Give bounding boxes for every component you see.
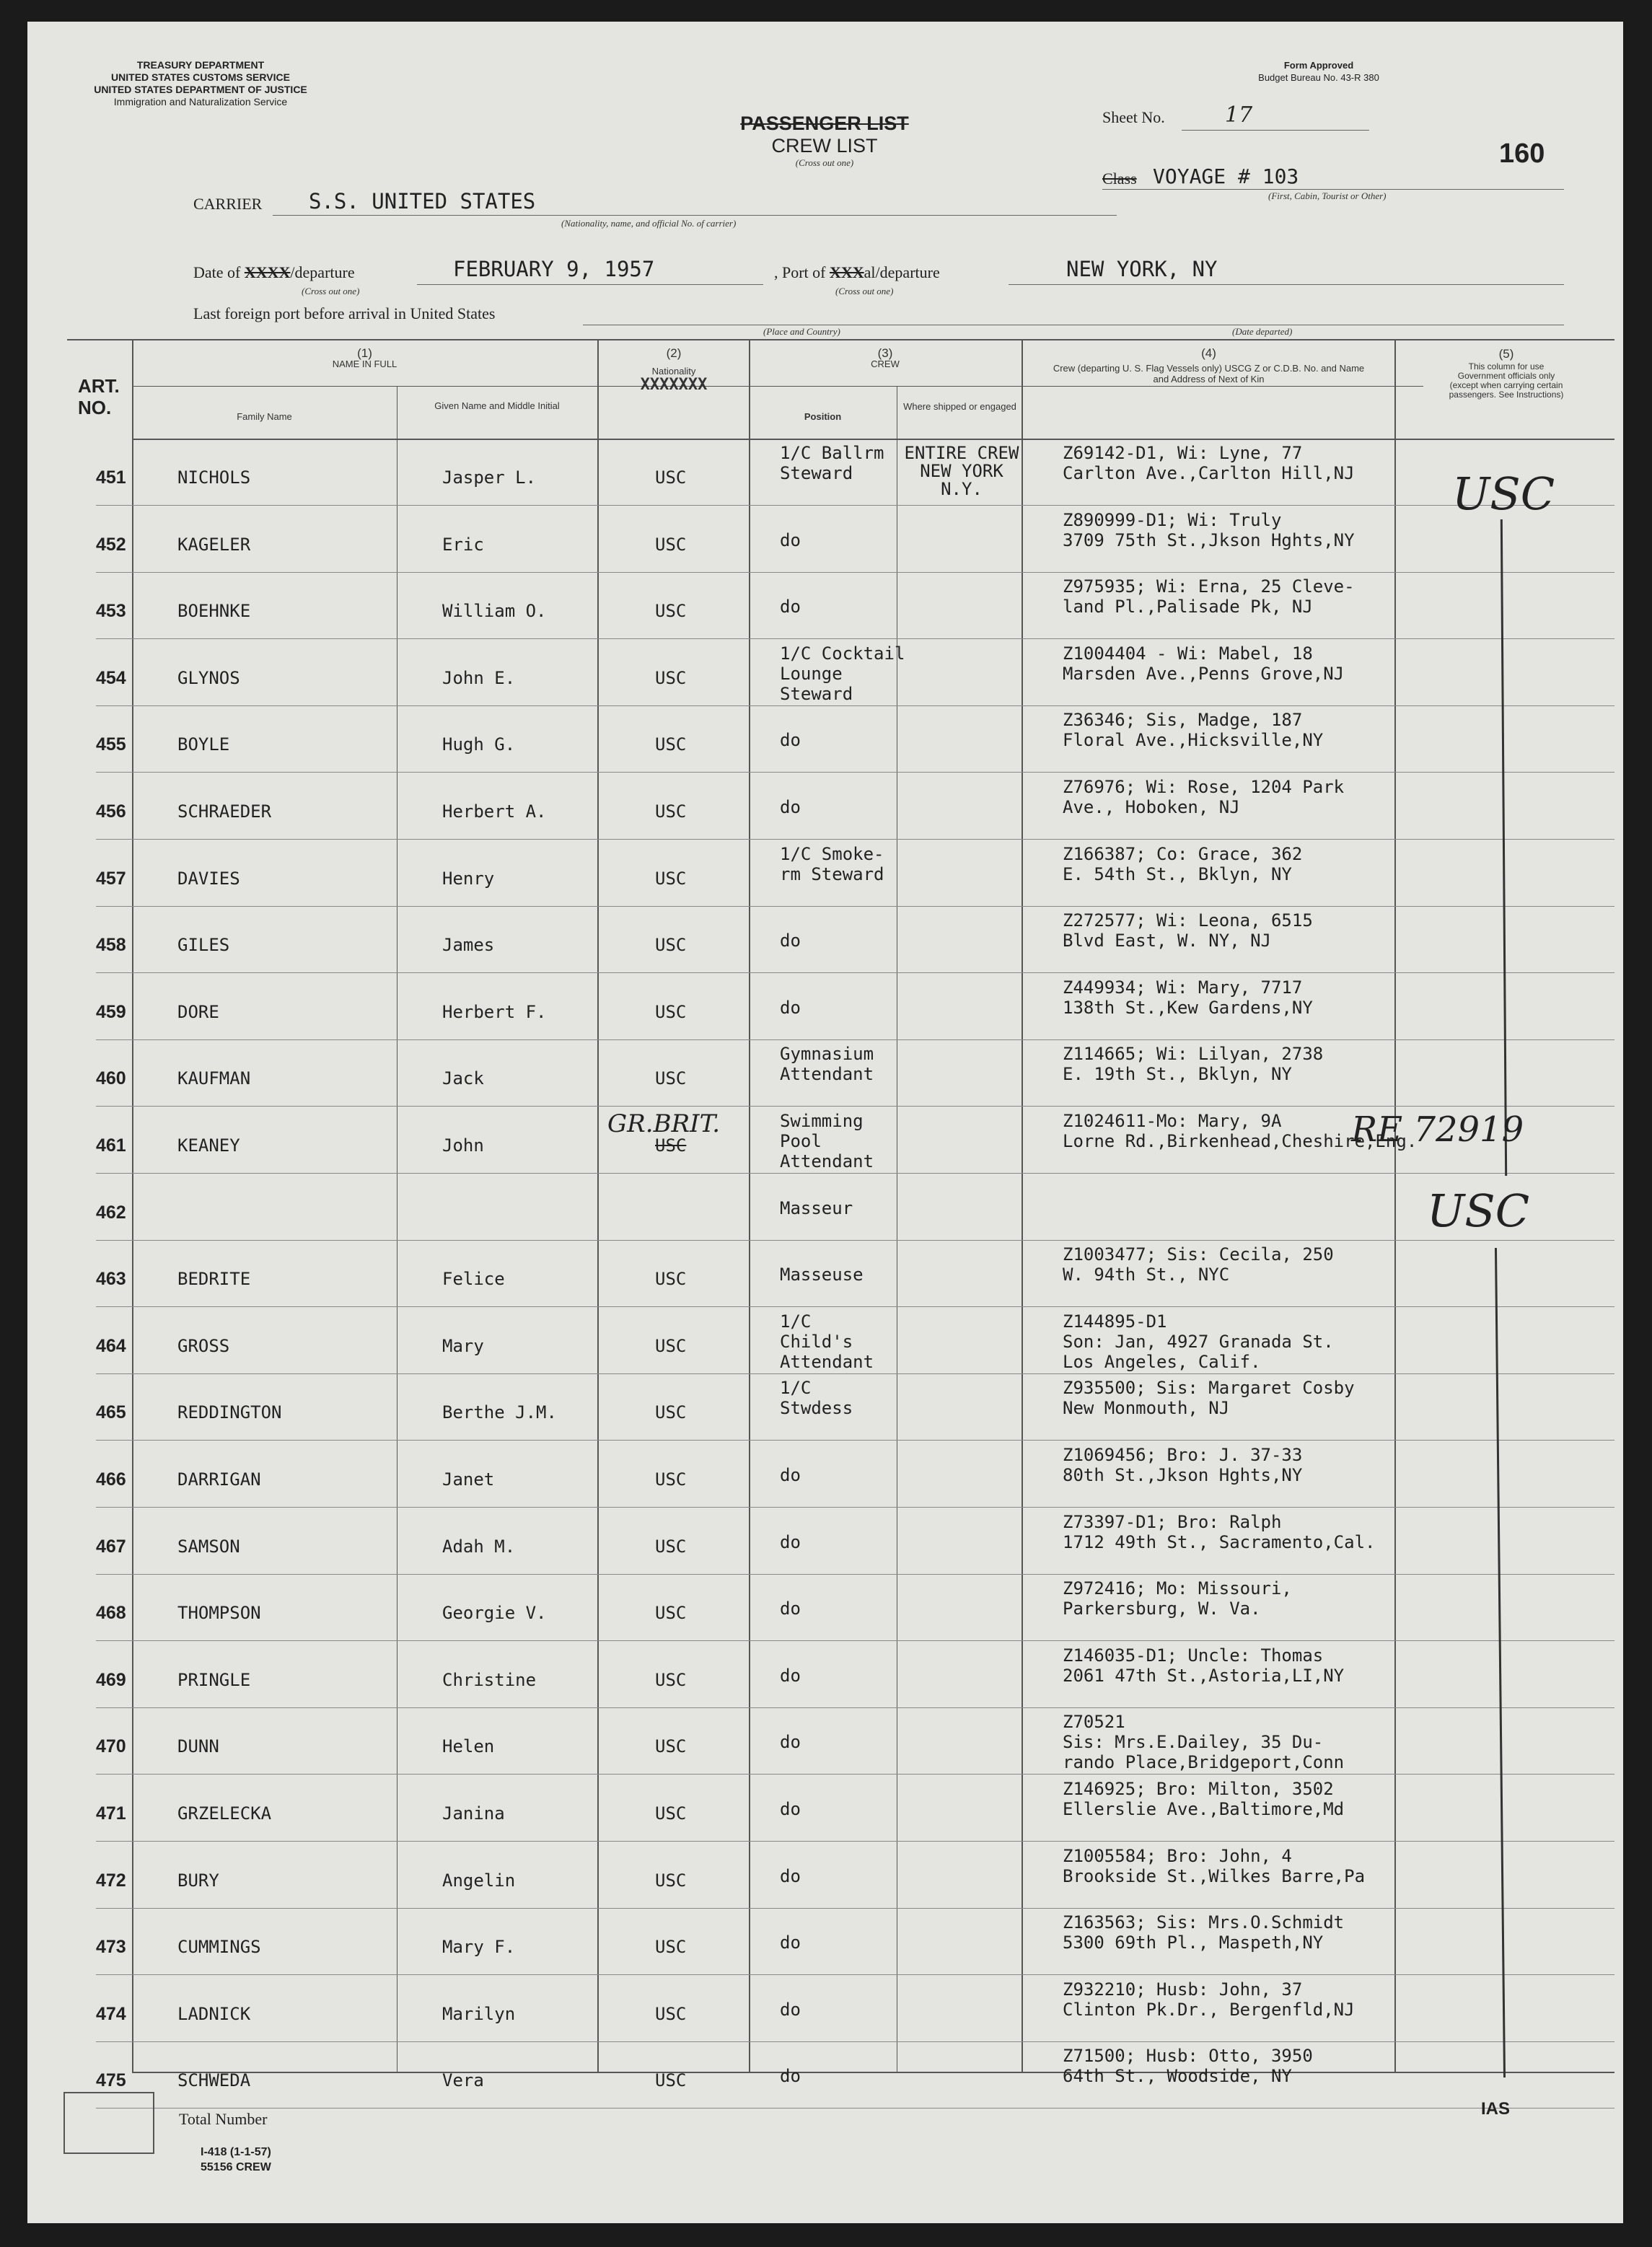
date-struck: XXXX [244,263,291,281]
nationality: USC [655,1068,687,1089]
given-name: Herbert F. [442,1001,547,1022]
row-number: 455 [96,734,126,755]
next-of-kin: Z36346; Sis, Madge, 187 Floral Ave.,Hicksville,NY [1063,710,1324,751]
row-number: 462 [96,1202,126,1223]
position: do [780,597,801,617]
row-number: 461 [96,1135,126,1156]
position: Swimming Pool Attendant [780,1111,874,1171]
col5-title: This column for use Government officials only (except when carrying certain passengers. See Instructions) [1449,361,1564,400]
row-divider [96,2108,1614,2109]
given-name: Georgie V. [442,1603,547,1624]
shipped-header: Where shipped or engaged [903,401,1016,412]
table-row [96,773,1614,840]
cross-out-note: (Cross out one) [795,157,854,168]
position-header: Position [804,411,842,422]
port-value: NEW YORK, NY [1066,257,1218,281]
given-name: Eric [442,534,484,555]
family-name: SCHRAEDER [177,801,272,822]
nationality: USC [655,734,687,755]
port-underline [1009,284,1564,285]
next-of-kin: Z1003477; Sis: Cecila, 250 W. 94th St., NYC [1063,1244,1334,1285]
carrier-value: S.S. UNITED STATES [309,189,536,214]
next-of-kin: Z69142-D1, Wi: Lyne, 77 Carlton Ave.,Carlton Hill,NJ [1063,443,1355,483]
family-name: SCHWEDA [177,2070,251,2091]
row-number: 474 [96,2003,126,2024]
row-number: 452 [96,534,126,555]
row-number: 466 [96,1469,126,1490]
nationality: USC [655,1669,687,1690]
col4-header [1023,348,1394,384]
given-name: James [442,935,495,956]
port-caption: (Cross out one) [835,286,894,296]
given-name: Mary [442,1335,484,1356]
family-name: DARRIGAN [177,1469,261,1490]
table-row [96,840,1614,907]
nationality: USC [655,868,687,889]
col5-number: (5) [1498,347,1514,361]
next-of-kin: Z144895-D1 Son: Jan, 4927 Granada St. Los Angeles, Calif. [1063,1311,1334,1372]
row-number: 465 [96,1402,126,1423]
nationality: USC [655,1135,687,1156]
given-name: Mary F. [442,1937,516,1958]
passenger-list-title: PASSENGER LIST [740,113,909,134]
next-of-kin: Z1069456; Bro: J. 37-33 80th St.,Jkson Hghts,NY [1063,1445,1303,1485]
list-title [662,113,987,169]
row-number: 473 [96,1937,126,1958]
position: do [780,730,801,751]
family-name-header: Family Name [237,411,292,422]
table-row [96,1240,1614,1307]
col3-header [749,348,1021,369]
position: do [780,997,801,1018]
col1-number: (1) [357,346,372,360]
family-name: GILES [177,935,230,956]
family-name: KAUFMAN [177,1068,251,1089]
nationality: USC [655,601,687,622]
col2-header [599,346,749,394]
family-name: BOEHNKE [177,601,251,622]
position: do [780,1531,801,1552]
nationality: USC [655,1402,687,1423]
position: 1/C Cocktail Lounge Steward [780,643,905,704]
date-label-a: Date of [193,263,241,281]
subheader-border [132,386,1423,387]
table-row [96,1641,1614,1708]
table-row [96,1039,1614,1107]
nationality: USC [655,935,687,956]
position: do [780,1465,801,1485]
next-of-kin: Z163563; Sis: Mrs.O.Schmidt 5300 69th Pl., Maspeth,NY [1063,1912,1345,1953]
family-name: DUNN [177,1736,219,1757]
col2-number: (2) [666,346,682,360]
class-label: Class [1102,170,1137,188]
col3-number: (3) [877,346,893,360]
sheet-no-value: 17 [1225,102,1253,128]
crew-header: CREW [871,359,900,369]
nationality-struck: XXXXXXX [640,376,708,394]
next-of-kin: Z932210; Husb: John, 37 Clinton Pk.Dr., Bergenfld,NJ [1063,1979,1355,2020]
sheet-no-label: Sheet No. [1102,108,1165,126]
carrier-label: CARRIER [193,195,263,213]
table-row [96,506,1614,573]
date-line [193,263,355,282]
nationality: USC [655,1803,687,1824]
date-underline [417,284,763,285]
table-row [96,1975,1614,2042]
position: Masseuse [780,1265,864,1285]
family-name: KAGELER [177,534,251,555]
family-name: GROSS [177,1335,230,1356]
next-of-kin: Z73397-D1; Bro: Ralph 1712 49th St., Sacramento,Cal. [1063,1511,1376,1552]
position: do [780,1665,801,1686]
table-row [96,906,1614,973]
family-name: DORE [177,1001,219,1022]
family-name: PRINGLE [177,1669,251,1690]
row-number: 463 [96,1269,126,1290]
next-of-kin: Z935500; Sis: Margaret Cosby New Monmouth, NJ [1063,1378,1355,1419]
agency-line-3: UNITED STATES DEPARTMENT OF JUSTICE [94,84,307,95]
position: do [780,529,801,550]
form-approved-block [1211,59,1427,84]
given-name: Adah M. [442,1536,516,1557]
family-name: BEDRITE [177,1269,251,1290]
table-top-border [67,339,1614,340]
position: Gymnasium Attendant [780,1044,874,1085]
given-name: Herbert A. [442,801,547,822]
date-value: FEBRUARY 9, 1957 [453,257,655,281]
given-name: John E. [442,667,516,688]
port-label-b: al/departure [864,263,940,281]
table-row [96,1574,1614,1641]
table-row [96,1707,1614,1775]
position: do [780,1999,801,2020]
row-number: 458 [96,935,126,956]
nationality: USC [655,1937,687,1958]
family-name: DAVIES [177,868,240,889]
next-of-kin: Z166387; Co: Grace, 362 E. 54th St., Bklyn, NY [1063,843,1303,884]
next-of-kin: Z70521 Sis: Mrs.E.Dailey, 35 Du- rando Place,Bridgeport,Conn [1063,1712,1345,1773]
row-number: 470 [96,1736,126,1757]
form-approved: Form Approved [1283,60,1354,71]
nationality: USC [655,801,687,822]
position: 1/C Ballrm Steward [780,443,884,483]
row-number: 451 [96,467,126,488]
nationality: USC [655,1335,687,1356]
place-caption: (Place and Country) [763,326,840,337]
given-name: Helen [442,1736,495,1757]
family-name: GRZELECKA [177,1803,272,1824]
next-of-kin: Z975935; Wi: Erna, 25 Cleve- land Pl.,Palisade Pk, NJ [1063,576,1355,617]
col4-number: (4) [1201,346,1216,360]
carrier-caption: (Nationality, name, and official No. of carrier) [561,218,737,229]
table-row [96,1842,1614,1909]
row-number: 467 [96,1536,126,1557]
agency-header [56,59,345,108]
family-name: REDDINGTON [177,1402,282,1423]
handwritten-re-number: RE 72919 [1351,1109,1524,1150]
page-number: 160 [1499,138,1545,169]
family-name: GLYNOS [177,667,240,688]
family-name: KEANEY [177,1135,240,1156]
table-row [96,1508,1614,1575]
given-name: Felice [442,1269,505,1290]
carrier-underline [273,215,1117,216]
row-number: 471 [96,1803,126,1824]
shipped-note: ENTIRE CREW NEW YORK N.Y. [904,443,1019,499]
nationality: USC [655,1870,687,1891]
row-number: 453 [96,601,126,622]
class-caption: (First, Cabin, Tourist or Other) [1268,190,1387,201]
art-no-header: ART. NO. [78,375,120,418]
position: do [780,2066,801,2087]
clerk-initials: IAS [1481,2099,1511,2119]
table-row [96,705,1614,773]
handwritten-gr-brit: GR.BRIT. [607,1109,721,1138]
given-name: Hugh G. [442,734,516,755]
table-row [96,639,1614,706]
next-of-kin: Z114665; Wi: Lilyan, 2738 E. 19th St., Bklyn, NY [1063,1044,1324,1085]
position: do [780,1599,801,1619]
position: do [780,1732,801,1753]
family-name: BURY [177,1870,219,1891]
row-number: 456 [96,801,126,822]
row-number: 454 [96,667,126,688]
table-row [96,572,1614,639]
position: do [780,1932,801,1953]
total-number-label: Total Number [179,2110,268,2128]
row-number: 469 [96,1669,126,1690]
table-row [96,1775,1614,1842]
class-value: VOYAGE # 103 [1153,164,1299,188]
next-of-kin: Z1004404 - Wi: Mabel, 18 Marsden Ave.,Penns Grove,NJ [1063,643,1345,684]
family-name: THOMPSON [177,1603,261,1624]
col1-header [132,348,597,369]
family-name: SAMSON [177,1536,240,1557]
manifest-sheet [27,22,1623,2223]
date-caption: (Cross out one) [302,286,360,296]
form-number: I-418 (1-1-57) [201,2146,271,2158]
total-number-box [63,2092,154,2154]
given-name: Christine [442,1669,537,1690]
row-number: 460 [96,1068,126,1089]
crew-code: 55156 CREW [201,2161,271,2173]
position: do [780,1865,801,1886]
agency-line-2: UNITED STATES CUSTOMS SERVICE [111,71,290,83]
nationality: USC [655,1736,687,1757]
col5-header [1398,348,1614,400]
nationality-header: Nationality [651,366,696,377]
given-name: John [442,1135,484,1156]
next-of-kin: Z449934; Wi: Mary, 7717 138th St.,Kew Gardens,NY [1063,977,1313,1018]
agency-line-1: TREASURY DEPARTMENT [136,59,265,71]
row-number: 457 [96,868,126,889]
row-number: 459 [96,1001,126,1022]
given-name: Henry [442,868,495,889]
next-of-kin: Z1024611-Mo: Mary, 9A Lorne Rd.,Birkenhead,Cheshire,Eng. [1063,1111,1418,1151]
table-row [96,1307,1614,1374]
row-number: 468 [96,1603,126,1624]
port-label-a: , Port of [774,263,826,281]
nationality: USC [655,667,687,688]
given-name: Berthe J.M. [442,1402,557,1423]
class-underline [1102,189,1564,190]
nationality: USC [655,1603,687,1624]
nationality: USC [655,1269,687,1290]
next-of-kin: Z272577; Wi: Leona, 6515 Blvd East, W. NY, NJ [1063,910,1313,951]
nationality: USC [655,1001,687,1022]
table-row [96,973,1614,1040]
table-row [96,1174,1614,1241]
given-name: William O. [442,601,547,622]
position: do [780,797,801,817]
crew-list-title: CREW LIST [771,135,878,157]
given-name: Marilyn [442,2003,516,2024]
row-number: 472 [96,1870,126,1891]
handwritten-usc-top: USC [1452,467,1555,520]
given-name-header: Given Name and Middle Initial [434,400,560,411]
col4-title: Crew (departing U. S. Flag Vessels only) USCG Z or C.D.B. No. and Name and Address of Next of Kin [1053,363,1365,384]
position: 1/C Stwdess [780,1378,853,1419]
next-of-kin: Z146035-D1; Uncle: Thomas 2061 47th St.,Astoria,LI,NY [1063,1645,1345,1686]
position: do [780,1799,801,1819]
next-of-kin: Z1005584; Bro: John, 4 Brookside St.,Wilkes Barre,Pa [1063,1845,1366,1886]
table-row [96,1908,1614,1975]
table-row [96,1373,1614,1441]
position: 1/C Child's Attendant [780,1311,874,1372]
port-struck: XXX [830,263,864,281]
next-of-kin: Z890999-D1; Wi: Truly 3709 75th St.,Jkson Hghts,NY [1063,509,1355,550]
date-departed-caption: (Date departed) [1232,326,1293,337]
given-name: Janet [442,1469,495,1490]
position: do [780,931,801,951]
position: Masseur [780,1197,853,1218]
family-name: CUMMINGS [177,1937,261,1958]
next-of-kin: Z972416; Mo: Missouri, Parkersburg, W. Va. [1063,1578,1292,1619]
handwritten-usc-mid: USC [1427,1184,1530,1237]
table-row [96,1441,1614,1508]
family-name: NICHOLS [177,467,251,488]
nationality: USC [655,467,687,488]
given-name: Janina [442,1803,505,1824]
position: 1/C Smoke- rm Steward [780,843,884,884]
next-of-kin: Z76976; Wi: Rose, 1204 Park Ave., Hoboken, NJ [1063,777,1345,817]
last-port-label: Last foreign port before arrival in United States [193,304,496,322]
given-name: Jasper L. [442,467,537,488]
table-row [96,2041,1614,2109]
budget-bureau: Budget Bureau No. 43-R 380 [1258,72,1379,83]
nationality: USC [655,2070,687,2091]
col1-title: NAME IN FULL [332,359,397,369]
port-line [774,263,940,282]
given-name: Angelin [442,1870,516,1891]
given-name: Vera [442,2070,484,2091]
date-label-b: /departure [290,263,355,281]
family-name: BOYLE [177,734,230,755]
nationality: USC [655,1469,687,1490]
given-name: Jack [442,1068,484,1089]
agency-line-4: Immigration and Naturalization Service [113,96,288,107]
row-number: 464 [96,1335,126,1356]
family-name: LADNICK [177,2003,251,2024]
table-row [96,439,1614,506]
next-of-kin: Z71500; Husb: Otto, 3950 64th St., Woodside, NY [1063,2046,1313,2087]
sheet-no-underline [1182,130,1369,131]
row-number: 475 [96,2070,126,2091]
next-of-kin: Z146925; Bro: Milton, 3502 Ellerslie Ave.,Baltimore,Md [1063,1779,1345,1819]
nationality: USC [655,1536,687,1557]
nationality: USC [655,534,687,555]
nationality: USC [655,2003,687,2024]
